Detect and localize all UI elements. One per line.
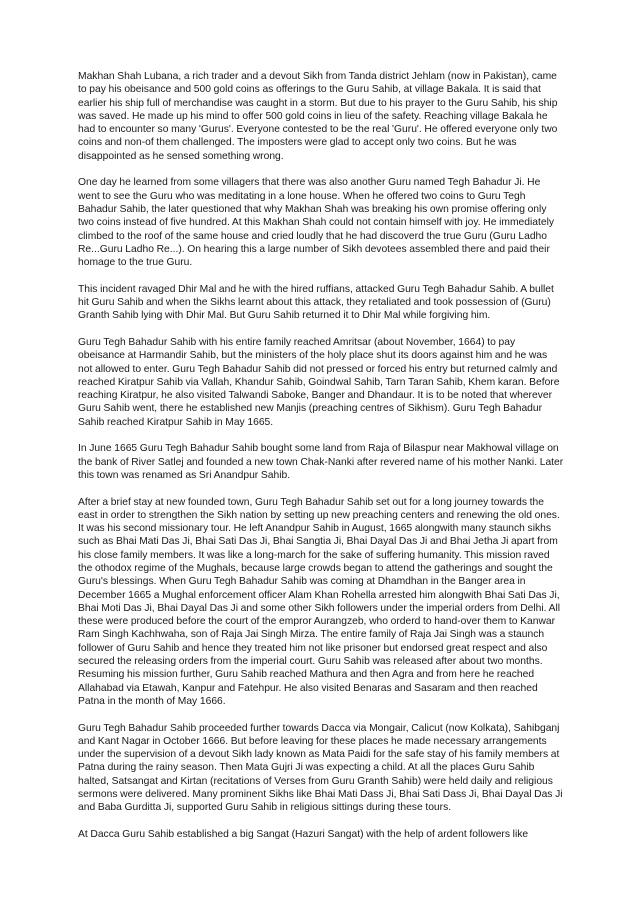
paragraph-dhir-mal: This incident ravaged Dhir Mal and he with the hired ruffians, attacked Guru Tegh Bahadur Sahib. A bullet hit Guru Sahib and when the Sikhs learnt about this attack, they retaliated and took possession of (Guru) Granth Sahib lying with Dhir Mal. But Guru Sahib returned it to Dhir Mal while forgiving him. [78,283,554,322]
paragraph-dacca-journey: Guru Tegh Bahadur Sahib proceeded further towards Dacca via Mongair, Calicut (now Kolkata), Sahibganj and Kant Nagar in October 1666. But before leaving for these places he made necessary arrangements under the supervision of a devout Sikh lady known as Mata Paidi for the safe stay of his family members at Patna during the rainy season. Then Mata Gujri Ji was expecting a child. At all the places Guru Sahib halted, Satsangat and Kirtan (recitations of Verses from Guru Granth Sahib) were held daily and religious sermons were delivered. Many prominent Sikhs like Bhai Mati Dass Ji, Bhai Sati Dass Ji, Bhai Dayal Das Ji and Baba Gurditta Ji, supported Guru Sahib in religious sittings during these tours. [78,722,563,814]
paragraph-true-guru: One day he learned from some villagers that there was also another Guru named Tegh Bahadur Ji. He went to see the Guru who was meditating in a lone house. When he offered two coins to Guru Tegh Bahadur Sahib, the later questioned that why Makhan Shah was breaking his own promise offering only two coins instead of five hundred. At this Makhan Shah could not contain himself with joy. He immediately climbed to the roof of the same house and cried loudly that he had discoverd the true Guru (Guru Ladho Re...Guru Ladho Re...). On hearing this a large number of Sikh devotees assembled there and paid their homage to the true Guru. [78,177,555,269]
paragraph-chak-nanki: In June 1665 Guru Tegh Bahadur Sahib bought some land from Raja of Bilaspur near Makhowal village on the bank of River Satlej and founded a new town Chak-Nanki after revered name of his mother Nanki. Later this town was renamed as Sri Anandpur Sahib. [78,443,564,481]
paragraph-makhan-shah: Makhan Shah Lubana, a rich trader and a devout Sikh from Tanda district Jehlam (now in Pakistan), came to pay his obeisance and 500 gold coins as offerings to the Guru Sahib, at village Bakala. It is said that earlier his ship full of merchandise was caught in a storm. But due to his prayer to the Guru Sahib, his ship was saved. He made up his mind to offer 500 gold coins in lieu of the safety. Reaching village Bakala he had to encounter so many 'Gurus'. Everyone contested to be the real 'Guru'. He offered everyone only two coins and non-of them challenged. The imposters were glad to accept only two coins. But he was disappointed as he sensed something wrong. [78,71,558,162]
paragraph-dacca-sangat: At Dacca Guru Sahib established a big Sangat (Hazuri Sangat) with the help of ardent followers like [78,828,529,840]
paragraph-amritsar: Guru Tegh Bahadur Sahib with his entire family reached Amritsar (about November, 1664) to pay obeisance at Harmandir Sahib, but the ministers of the holy place shut its doors against him and he was not allowed to enter. Guru Tegh Bahadur Sahib did not pressed or forced his entry but returned calmly and reached Kiratpur Sahib via Vallah, Khandur Sahib, Goindwal Sahib, Tarn Taran Sahib, Khem karan. Before reaching Kiratpur, he also visited Talwandi Saboke, Banger and Dhandaur. It is to be noted that wherever Guru Sahib went, there he established new Manjis (preaching centres of Sikhism). Guru Tegh Bahadur Sahib reached Kiratpur Sahib in May 1665. [78,336,560,428]
document-page [78,70,564,855]
paragraph-missionary-tour: After a brief stay at new founded town, Guru Tegh Bahadur Sahib set out for a long journey towards the east in order to strengthen the Sikh nation by setting up new preaching centers and renewing the old ones. It was his second missionary tour. He left Anandpur Sahib in August, 1665 alongwith many staunch sikhs such as Bhai Mati Das Ji, Bhai Sati Das Ji, Bhai Sangtia Ji, Bhai Dayal Das Ji and Bhai Jetha Ji apart from his close family members. It was like a long-march for the sake of suffering humanity. This mission raved the othodox regime of the Mughals, because large crowds began to attend the gatherings and sought the Guru's blessings. When Guru Tegh Bahadur Sahib was coming at Dhamdhan in the Banger area in December 1665 a Mughal enforcement officer Alam Khan Rohella arrested him alongwith Bhai Sati Das Ji, Bhai Moti Das Ji, Bhai Dayal Das Ji and some other Sikh followers under the imperial orders from Delhi. All these were produced before the court of the empror Aurangzeb, who orderd to hand-over them to Kanwar Ram Singh Kachhwaha, son of Raja Jai Singh Mirza. The entire family of Raja Jai Singh was a staunch follower of Guru Sahib and hence they treated him not like prisoner but endorsed great respect and also secured the releasing orders from the imperial court. Guru Sahib was released after about two months. Resuming his mission further, Guru Sahib reached Mathura and then Agra and from here he reached Allahabad via Etawah, Kanpur and Fatehpur. He also visited Benaras and Sasaram and then reached Patna in the month of May 1666. [78,496,561,707]
